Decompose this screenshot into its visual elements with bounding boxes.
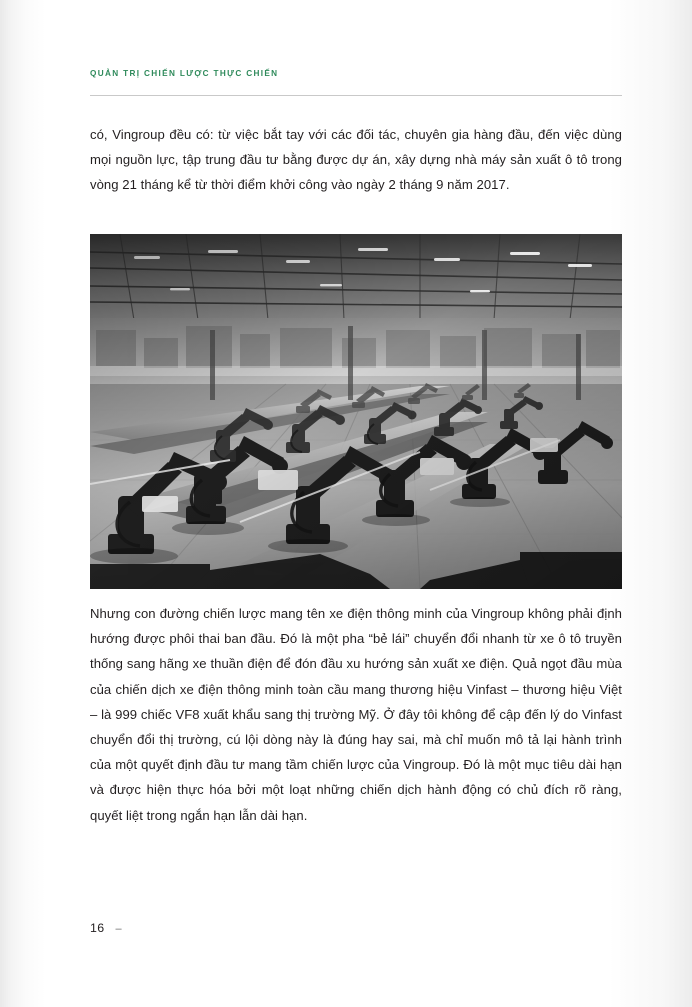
figure-illustration — [90, 234, 622, 589]
body-paragraph-top: có, Vingroup đều có: từ việc bắt tay với các đối tác, chuyên gia hàng đầu, đến việc dùng mọi nguồn lực, tập trung đầu tư bằng được dự án, xây dựng nhà máy sản xuất ô tô trong vòng 21 tháng kể từ thời điểm khởi công vào ngày 2 tháng 9 năm 2017. — [90, 127, 622, 193]
page-content-column — [90, 0, 622, 1007]
header-divider — [90, 95, 622, 96]
body-paragraph-bottom: Nhưng con đường chiến lược mang tên xe điện thông minh của Vingroup không phải định hướng được phôi thai ban đầu. Đó là một pha “bẻ lái” chuyển đổi nhanh từ xe ô tô truyền thống sang hãng xe thuần điện để đón đầu xu hướng sản xuất xe điện. Quả ngọt đầu mùa của chiến dịch xe điện thông minh toàn cầu mang thương hiệu Vinfast – thương hiệu Việt – là 999 chiếc VF8 xuất khẩu sang thị trường Mỹ. Ở đây tôi không để cập đến lý do Vinfast chuyển đổi thị trường, cú lội dòng này là đúng hay sai, mà chỉ muốn mô tả lại hành trình của một quyết định đầu tư mang tầm chiến lược của Vingroup. Đó là một mục tiêu dài hạn và được hiện thực hóa bởi một loạt những chiến dịch hành động có chủ đích rõ ràng, quyết liệt trong ngắn hạn lẫn dài hạn. — [90, 606, 622, 823]
folio-number: 16 — [90, 921, 105, 935]
folio-dash: – — [115, 923, 122, 935]
running-head: QUẢN TRỊ CHIẾN LƯỢC THỰC CHIẾN — [90, 69, 279, 78]
factory-robot-assembly-line-photo — [90, 234, 622, 589]
page-folio — [90, 921, 122, 935]
